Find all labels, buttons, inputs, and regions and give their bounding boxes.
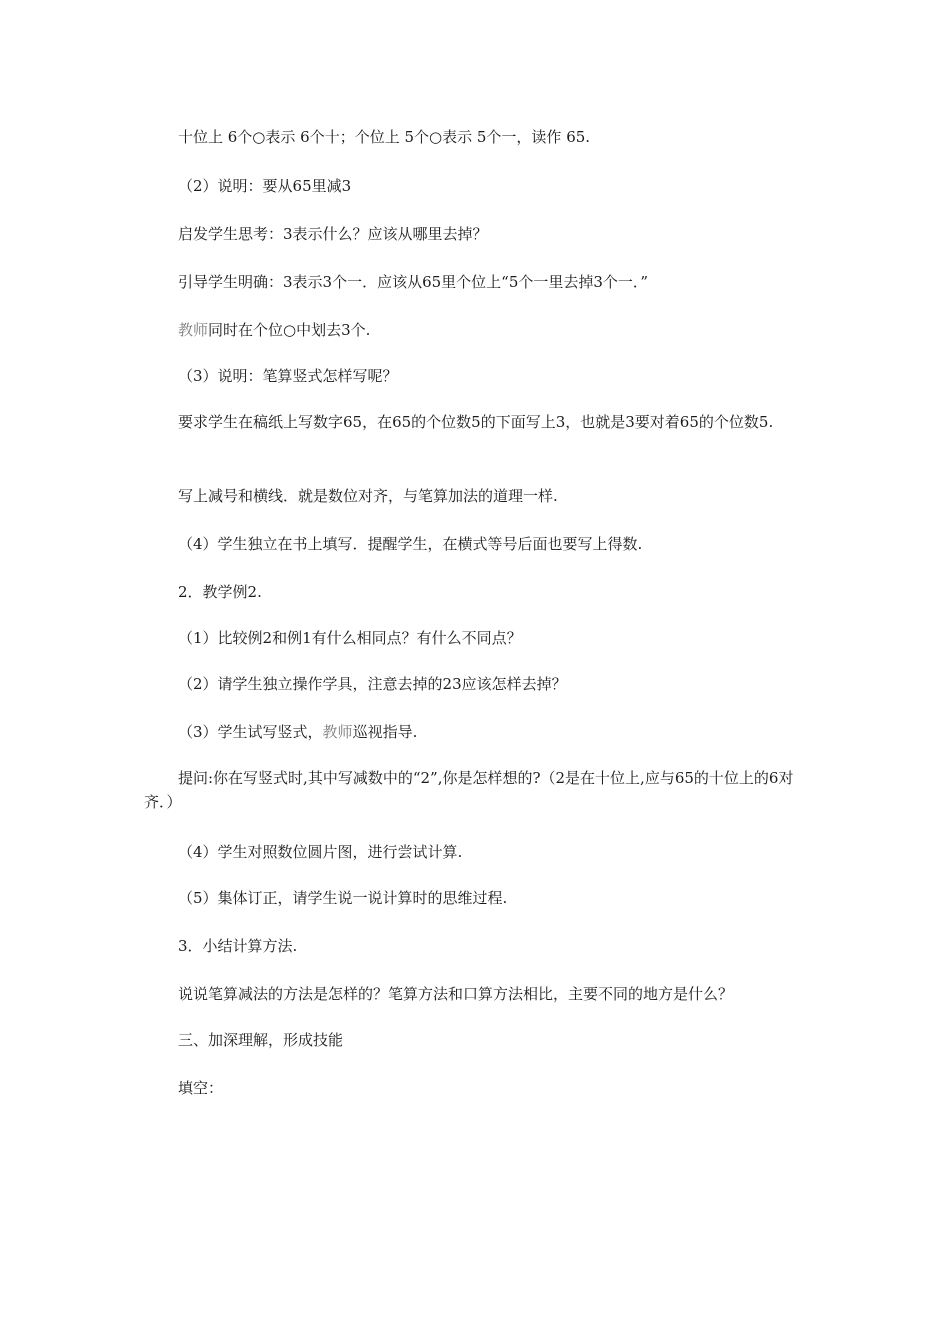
paragraph: 十位上 6个○表示 6个十；个位上 5个○表示 5个一，读作 65. [178, 128, 591, 146]
paragraph: 启发学生思考：3表示什么？应该从哪里去掉？ [178, 225, 488, 243]
paragraph: 说说笔算减法的方法是怎样的？笔算方法和口算方法相比，主要不同的地方是什么？ [178, 985, 734, 1003]
paragraph [178, 720, 818, 744]
section-heading: 三、加深理解，形成技能 [178, 1031, 344, 1049]
paragraph: 3．小结计算方法. [178, 937, 298, 955]
paragraph: （3）说明：笔算竖式怎样写呢？ [178, 367, 398, 385]
teacher-link[interactable]: 教师 [322, 723, 353, 741]
paragraph-text: 同时在个位○中划去3个. [208, 321, 371, 339]
paragraph: （5）集体订正，请学生说一说计算时的思维过程. [178, 889, 508, 907]
paragraph-text: （3）学生试写竖式， [178, 723, 323, 741]
paragraph: 填空： [178, 1079, 224, 1097]
paragraph: 要求学生在稿纸上写数字65，在65的个位数5的下面写上3，也就是3要对着65的个位数5. [178, 413, 774, 431]
paragraph: （2）说明：要从65里减3 [178, 177, 352, 195]
paragraph: 写上减号和横线．就是数位对齐，与笔算加法的道理一样. [178, 487, 558, 505]
paragraph: （2）请学生独立操作学具，注意去掉的23应该怎样去掉？ [178, 675, 567, 693]
paragraph: 2．教学例2. [178, 583, 262, 601]
paragraph: （1）比较例2和例1有什么相同点？有什么不同点？ [178, 629, 522, 647]
paragraph [178, 318, 818, 342]
paragraph: （4）学生独立在书上填写．提醒学生，在横式等号后面也要写上得数. [178, 535, 643, 553]
paragraph-text: 巡视指导. [352, 723, 418, 741]
paragraph: 引导学生明确：3表示3个一．应该从65里个位上“5个一里去掉3个一．” [178, 273, 649, 291]
paragraph: （4）学生对照数位圆片图，进行尝试计算. [178, 843, 463, 861]
teacher-link[interactable]: 教师 [178, 321, 209, 339]
paragraph: 提问:你在写竖式时,其中写减数中的“2”,你是怎样想的?（2是在十位上,应与65的十位上的6对齐．） [144, 769, 794, 811]
